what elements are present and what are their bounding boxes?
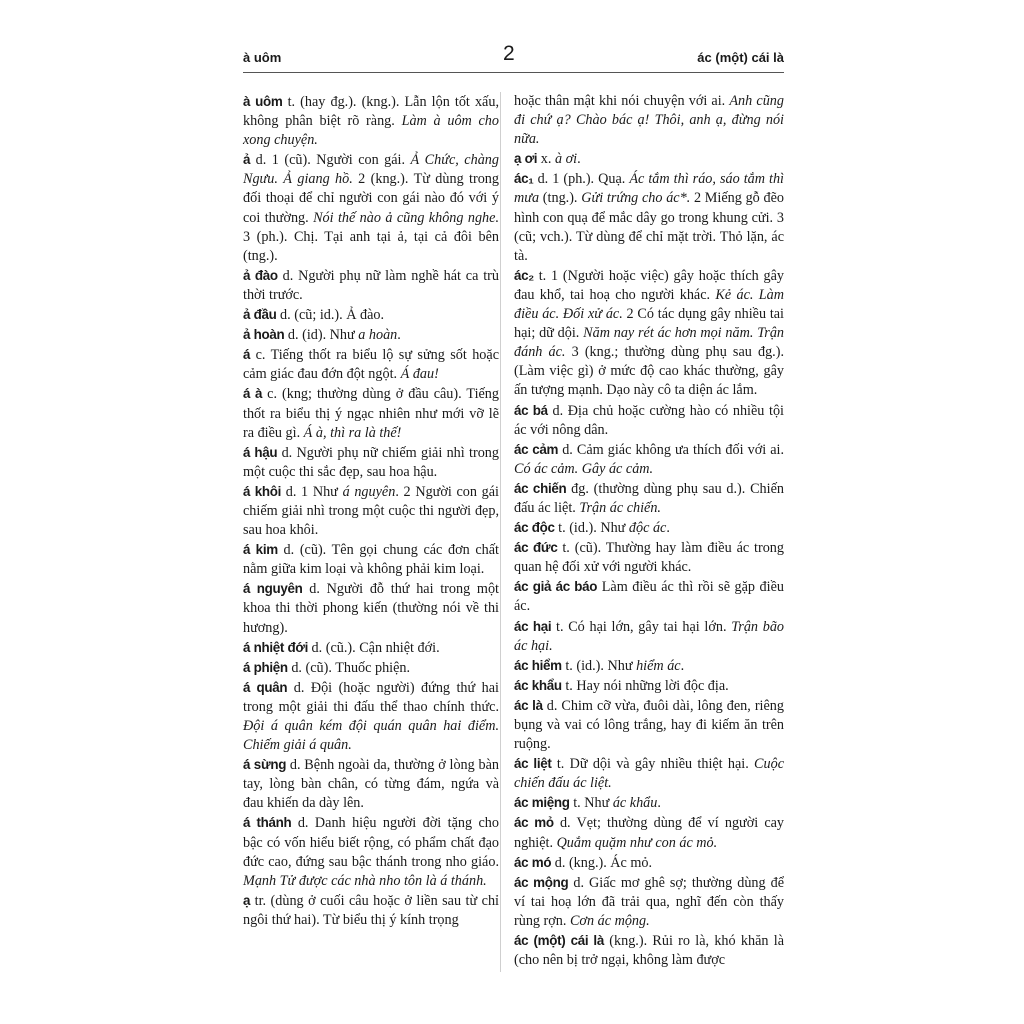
entry-definition: t. (id.). Như [561, 657, 637, 674]
entry-definition: t. (hay đg.). (kng.). Lẫn lộn tốt xấu, không phân biệt rõ ràng. [243, 94, 499, 130]
entry-definition: d. (cũ; id.). Ả đào. [276, 307, 385, 324]
entry-definition: đg. (thường dùng phụ sau d.). Chiến đấu ác liệt. [514, 480, 784, 516]
dictionary-entry [514, 617, 784, 656]
entry-definition: d. (cũ.). Cận nhiệt đới. [308, 639, 440, 656]
entry-headword: ác mộng [514, 874, 569, 890]
entry-example: à ơi [554, 151, 578, 168]
entry-headword: ác khẩu [514, 677, 562, 693]
entry-headword: á quân [243, 679, 288, 695]
entry-headword: ác chiến [514, 480, 567, 496]
entry-example: á nguyên [342, 483, 396, 500]
entry-example: a hoàn [358, 327, 398, 344]
entry-example: Có ác cảm. Gây ác cảm. [514, 460, 654, 477]
entry-definition: t. Hay nói những lời độc địa. [561, 677, 729, 694]
entry-headword: ạ [243, 892, 251, 908]
entry-definition: hoặc thân mật khi nói chuyện với ai. [514, 93, 730, 109]
dictionary-entry [243, 482, 499, 540]
entry-definition: t. (id.). Như [554, 520, 629, 537]
entry-headword: ác miệng [514, 795, 570, 811]
dictionary-entry [514, 577, 784, 616]
page-number: 2 [503, 42, 515, 65]
entry-definition: d. Cảm giác không ưa thích đối với ai. [558, 441, 785, 458]
entry-definition: d. Giấc mơ ghê sợ; thường dùng để ví tai hoạ lớn đã trải qua, nghĩ đến còn thấy rùng rợn. [514, 874, 784, 929]
entry-definition: . [657, 795, 661, 812]
dictionary-entry [514, 92, 784, 149]
entry-headword: ác mỏ [514, 815, 554, 831]
entry-definition: Làm điều ác thì rồi sẽ gặp điều ác. [514, 579, 784, 615]
entry-definition: . [666, 520, 670, 537]
entry-definition: c. (kng; thường dùng ở đầu câu). Tiếng thốt ra biểu thị ý ngạc nhiên như mới vỡ lẽ ra điều gì. [243, 386, 499, 441]
entry-definition: d. Người đỗ thứ hai trong một khoa thi thời phong kiến (thường nói về thi hương). [243, 581, 499, 636]
entry-headword: á à [243, 386, 263, 402]
dictionary-entry [514, 401, 784, 440]
dictionary-entry [243, 266, 499, 305]
entry-definition: d. 1 Như [281, 483, 343, 500]
dictionary-entry [514, 479, 784, 518]
dictionary-entry [514, 169, 784, 265]
entry-headword: ả hoàn [243, 327, 285, 343]
entry-definition: d. (kng.). Ác mỏ. [551, 854, 653, 871]
right-column [514, 92, 784, 970]
dictionary-entry [243, 92, 499, 150]
entry-definition: (kng.). Rủi ro là, khó khăn là (cho nên bị trở ngại, không làm được [514, 933, 784, 969]
entry-example: Nói thế nào ả cũng không nghe. [313, 209, 499, 226]
entry-headword: á phiện [243, 659, 288, 675]
dictionary-entry [514, 813, 784, 852]
entry-definition: x. [537, 151, 555, 168]
dictionary-entry [514, 696, 784, 754]
dictionary-entry [514, 754, 784, 793]
entry-example: Ả Chức, chàng Ngưu. Ả giang hồ. [243, 152, 499, 188]
entry-headword: ác mó [514, 854, 552, 870]
dictionary-entry [514, 676, 784, 696]
entry-headword: á nguyên [243, 581, 303, 597]
dictionary-entry [514, 266, 784, 401]
dictionary-entry [243, 443, 499, 482]
dictionary-entry [243, 345, 499, 384]
dictionary-entry [514, 931, 784, 970]
entry-headword: ác giả ác báo [514, 579, 598, 595]
entry-headword: á [243, 347, 251, 363]
page-header [243, 42, 784, 73]
dictionary-entry [514, 656, 784, 676]
entry-definition: (tng.). [539, 190, 582, 207]
entry-headword: ác độc [514, 520, 555, 536]
entry-definition: d. Bệnh ngoài da, thường ở lòng bàn tay, lòng bàn chân, có từng đám, ngứa và đau khiến da dày lên. [243, 757, 500, 812]
entry-definition: d. Vẹt; thường dùng để ví người cay nghiệt. [514, 815, 785, 851]
entry-headword: á hậu [243, 444, 278, 460]
entry-example: Trận ác chiến. [579, 499, 661, 516]
entry-example: Trận bão ác hại. [514, 618, 785, 654]
dictionary-entry [514, 440, 784, 479]
entry-definition: . [397, 327, 401, 344]
entry-definition: d. Đội (hoặc người) đứng thứ hai trong một giải thi đấu thể thao chính thức. [243, 679, 499, 715]
entry-headword: á sừng [243, 757, 287, 773]
entry-headword: ả đào [243, 267, 278, 283]
entry-definition: t. 1 (Người hoặc việc) gây hoặc thích gây đau khổ, tai hoạ cho người khác. [514, 267, 784, 303]
dictionary-entry [243, 579, 499, 637]
dictionary-entry [514, 149, 784, 169]
dictionary-entry [514, 853, 784, 873]
dictionary-entry [243, 540, 499, 579]
entry-definition: . [577, 151, 581, 168]
entry-example: Ác tắm thì ráo, sáo tắm thì mưa [514, 171, 784, 207]
entry-example: hiểm ác [636, 657, 681, 674]
entry-definition: d. Địa chủ hoặc cường hào có nhiều tội ác với nông dân. [514, 402, 784, 438]
entry-definition: d. Người phụ nữ chiếm giải nhì trong một cuộc thi sắc đẹp, sau hoa hậu. [243, 444, 499, 480]
dictionary-entry [243, 678, 499, 755]
entry-definition: tr. (dùng ở cuối câu hoặc ở liền sau từ chỉ ngôi thứ hai). Từ biểu thị ý kính trọng [243, 892, 499, 928]
dictionary-entry [243, 384, 499, 442]
entry-headword: á thánh [243, 815, 292, 831]
entry-headword: ác (một) cái là [514, 933, 605, 949]
entry-definition: t. Dữ dội và gây nhiều thiệt hại. [551, 756, 755, 773]
entry-headword: á kim [243, 542, 278, 558]
entry-example: Mạnh Tử được các nhà nho tôn là á thánh. [243, 872, 487, 889]
entry-headword: ác₂ [514, 267, 534, 283]
entry-headword: ạ ơi [514, 151, 538, 167]
dictionary-entry [514, 538, 784, 577]
entry-definition: d. (cũ). Tên gọi chung các đơn chất nằm giữa kim loại và không phải kim loại. [243, 542, 499, 578]
entry-definition: . [680, 657, 685, 674]
entry-definition: 2 Có tác dụng gây nhiều tai hại; dữ dội. [514, 306, 785, 342]
entry-headword: á nhiệt đới [243, 639, 308, 655]
entry-example: Á à, thì ra là thế! [303, 424, 402, 441]
entry-headword: ả đầu [243, 307, 277, 323]
entry-definition: d. Danh hiệu người đời tặng cho bậc có vốn hiểu biết rộng, có phẩm chất đạo đức cao, đứng sau bậc thánh trong nho giáo. [243, 815, 499, 870]
entry-example: Năm nay rét ác hơn mọi năm. Trận đánh ác. [514, 325, 785, 361]
entry-definition: d. Chim cỡ vừa, đuôi dài, lông đen, riêng bụng và vai có lông trắng, hay đi kiếm ăn trên ruộng. [514, 697, 784, 753]
entry-definition: c. Tiếng thốt ra biểu lộ sự sửng sốt hoặc cảm giác đau đớn đột ngột. [243, 347, 499, 383]
dictionary-entry [243, 891, 499, 930]
entry-headword: ả [243, 152, 251, 168]
entry-definition: d. 1 (ph.). Quạ. [533, 171, 630, 188]
dictionary-entry [243, 813, 499, 890]
entry-definition: t. Như [569, 795, 613, 812]
entry-example: Kẻ ác. Làm điều ác. Đối xử ác. [514, 286, 784, 323]
dictionary-entry [243, 658, 499, 678]
entry-example: Đội á quân kém đội quán quân hai điểm. Chiếm giải á quân. [243, 718, 499, 754]
entry-headword: á khôi [243, 483, 282, 499]
entry-example: Quắm quặm như con ác mỏ. [556, 834, 718, 851]
entry-headword: ác hiểm [514, 657, 562, 673]
entry-definition: d. (cũ). Thuốc phiện. [287, 659, 411, 676]
entry-definition: t. (cũ). Thường hay làm điều ác trong quan hệ đối xử với người khác. [514, 540, 784, 576]
entry-definition: d. (id). Như [284, 327, 359, 344]
entry-example: Á đau! [400, 366, 439, 383]
dictionary-entry [243, 755, 499, 813]
dictionary-entry [243, 305, 499, 325]
entry-example: Anh cũng đi chứ ạ? Chào bác ạ! Thôi, anh ạ, đừng nói nữa. [514, 93, 784, 148]
entry-definition: . 2 Người con gái chiếm giải nhì trong một cuộc thi người đẹp, sau hoa khôi. [243, 483, 499, 539]
entry-definition: 3 (ph.). Chị. Tại anh tại ả, tại cả đôi bên (tng.). [243, 228, 499, 264]
entry-definition: t. Có hại lớn, gây tai hại lớn. [551, 618, 732, 635]
dictionary-entry [243, 325, 499, 345]
left-guide-word: à uôm [243, 50, 282, 65]
dictionary-entry [514, 793, 784, 813]
dictionary-entry [243, 150, 499, 266]
entry-example: Cuộc chiến đấu ác liệt. [514, 756, 784, 792]
entry-definition: 3 (kng.; thường dùng phụ sau đg.). (Làm việc gì) ở mức độ cao khác thường, gây ấn tượng mạnh. Dạo này cô ta diện ác lắm. [514, 344, 784, 399]
dictionary-entry [243, 638, 499, 658]
entry-definition: d. Người phụ nữ làm nghề hát ca trù thời trước. [243, 267, 499, 303]
column-divider [500, 92, 501, 972]
right-guide-word: ác (một) cái là [697, 50, 784, 65]
entry-headword: ác bá [514, 402, 548, 418]
entry-example: độc ác [628, 520, 667, 537]
entry-example: Gửi trứng cho ác*. [581, 190, 691, 207]
entry-definition: 2 (kng.). Từ dùng trong đối thoại để chỉ người con gái nào đó với ý coi thường. [243, 171, 499, 226]
dictionary-entry [514, 873, 784, 931]
entry-headword: ác₁ [514, 171, 534, 187]
dictionary-entry [514, 518, 784, 538]
entry-example: ác khẩu [612, 795, 658, 812]
entry-headword: ác đức [514, 540, 558, 556]
entry-headword: ác là [514, 697, 543, 713]
entry-headword: ác cảm [514, 441, 559, 457]
entry-headword: à uôm [243, 94, 283, 109]
left-column [243, 92, 499, 930]
entry-headword: ác liệt [514, 756, 552, 772]
entry-headword: ác hại [514, 618, 552, 634]
entry-definition: d. 1 (cũ). Người con gái. [250, 152, 411, 169]
entry-example: Làm à uôm cho xong chuyện. [243, 113, 499, 149]
entry-definition: 2 Miếng gỗ đẽo hình con quạ để mắc dây go trong khung cửi. 3 (cũ; vch.). Từ dùng để chỉ mặt trời. Thỏ lặn, ác tà. [514, 190, 784, 264]
entry-example: Cơn ác mộng. [569, 912, 650, 929]
